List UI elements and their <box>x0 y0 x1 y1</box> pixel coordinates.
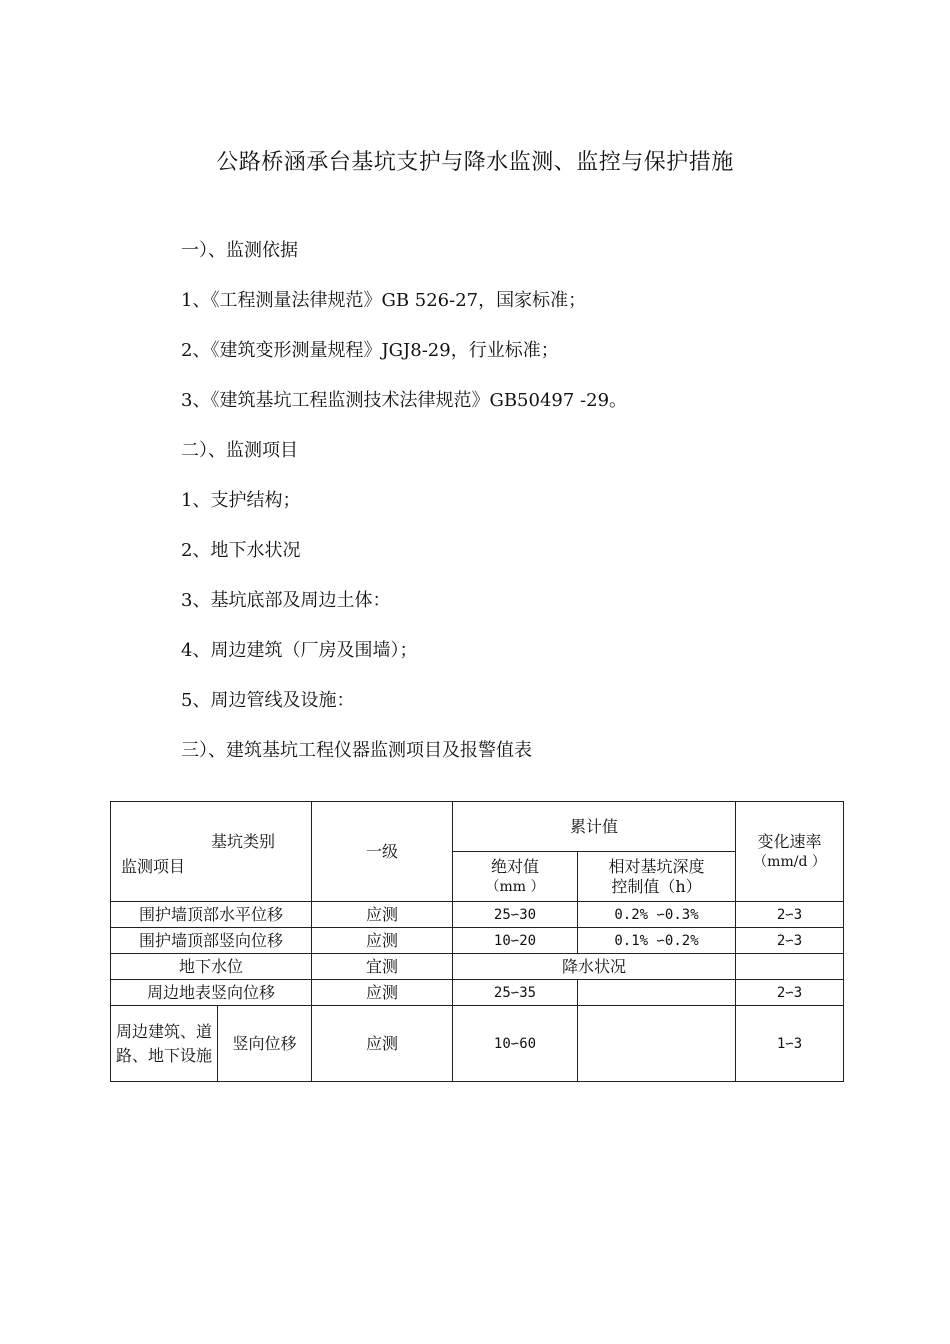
header-monitor-item: 监测项目 <box>121 857 186 876</box>
row-absolute: 10∽60 <box>453 1006 578 1082</box>
basis-item-2: 2、《建筑变形测量规程》JGJ8-29，行业标准； <box>181 340 559 361</box>
row-level: 应测 <box>312 980 453 1006</box>
table-row <box>111 928 844 954</box>
header-rate-label: 变化速率 <box>757 831 822 851</box>
header-pit-category: 基坑类别 <box>211 832 276 851</box>
row-rate: 2∽3 <box>736 928 844 954</box>
monitor-item-1: 1、支护结构； <box>181 490 301 511</box>
row-item: 围护墙顶部竖向位移 <box>111 928 312 954</box>
header-absolute-unit: （mm ） <box>485 878 545 895</box>
section-heading-table: 三）、建筑基坑工程仪器监测项目及报警值表 <box>181 740 532 761</box>
row-absolute: 25∽35 <box>453 980 578 1006</box>
header-rate <box>736 802 844 902</box>
row-item: 围护墙顶部水平位移 <box>111 902 312 928</box>
row-absolute: 10∽20 <box>453 928 578 954</box>
row-level: 应测 <box>312 902 453 928</box>
basis-item-1: 1、《工程测量法律规范》GB 526-27，国家标准； <box>181 290 587 311</box>
document-title: 公路桥涵承台基坑支护与降水监测、监控与保护措施 <box>216 150 734 175</box>
row-item-group: 周边建筑、道路、地下设施 <box>111 1006 218 1082</box>
row-rate <box>736 954 844 980</box>
monitor-item-4: 4、周边建筑（厂房及围墙）； <box>181 640 418 661</box>
row-relative: 0.2% ∽0.3% <box>578 902 736 928</box>
row-rate: 1∽3 <box>736 1006 844 1082</box>
header-corner-cell <box>111 802 312 902</box>
table-row <box>111 954 844 980</box>
header-level: 一级 <box>312 802 453 902</box>
row-merged-value: 降水状况 <box>453 954 736 980</box>
monitor-item-3: 3、基坑底部及周边土体： <box>181 590 391 611</box>
row-level: 应测 <box>312 928 453 954</box>
row-relative: 0.1% ∽0.2% <box>578 928 736 954</box>
monitor-item-5: 5、周边管线及设施： <box>181 690 355 711</box>
header-rate-unit: （mm/d ） <box>753 853 826 870</box>
row-level: 应测 <box>312 1006 453 1082</box>
monitor-item-2: 2、地下水状况 <box>181 540 301 561</box>
row-level: 宜测 <box>312 954 453 980</box>
basis-item-3: 3、《建筑基坑工程监测技术法律规范》GB50497 -29。 <box>181 390 628 411</box>
table-row <box>111 1006 844 1082</box>
row-relative <box>578 980 736 1006</box>
section-heading-items: 二）、监测项目 <box>181 440 298 461</box>
header-relative-label: 相对基坑深度 <box>608 856 705 876</box>
row-item: 竖向位移 <box>218 1006 312 1082</box>
row-item: 周边地表竖向位移 <box>111 980 312 1006</box>
row-rate: 2∽3 <box>736 902 844 928</box>
table-row <box>111 902 844 928</box>
header-relative-unit: 控制值（h） <box>611 876 702 896</box>
header-relative <box>578 852 736 902</box>
row-rate: 2∽3 <box>736 980 844 1006</box>
monitoring-alarm-table <box>110 801 844 1082</box>
section-heading-basis: 一）、监测依据 <box>181 240 298 261</box>
row-relative <box>578 1006 736 1082</box>
header-absolute-label: 绝对值 <box>490 856 539 876</box>
table-row <box>111 980 844 1006</box>
row-absolute: 25∽30 <box>453 902 578 928</box>
header-absolute <box>453 852 578 902</box>
header-cumulative: 累计值 <box>453 802 736 852</box>
row-item: 地下水位 <box>111 954 312 980</box>
